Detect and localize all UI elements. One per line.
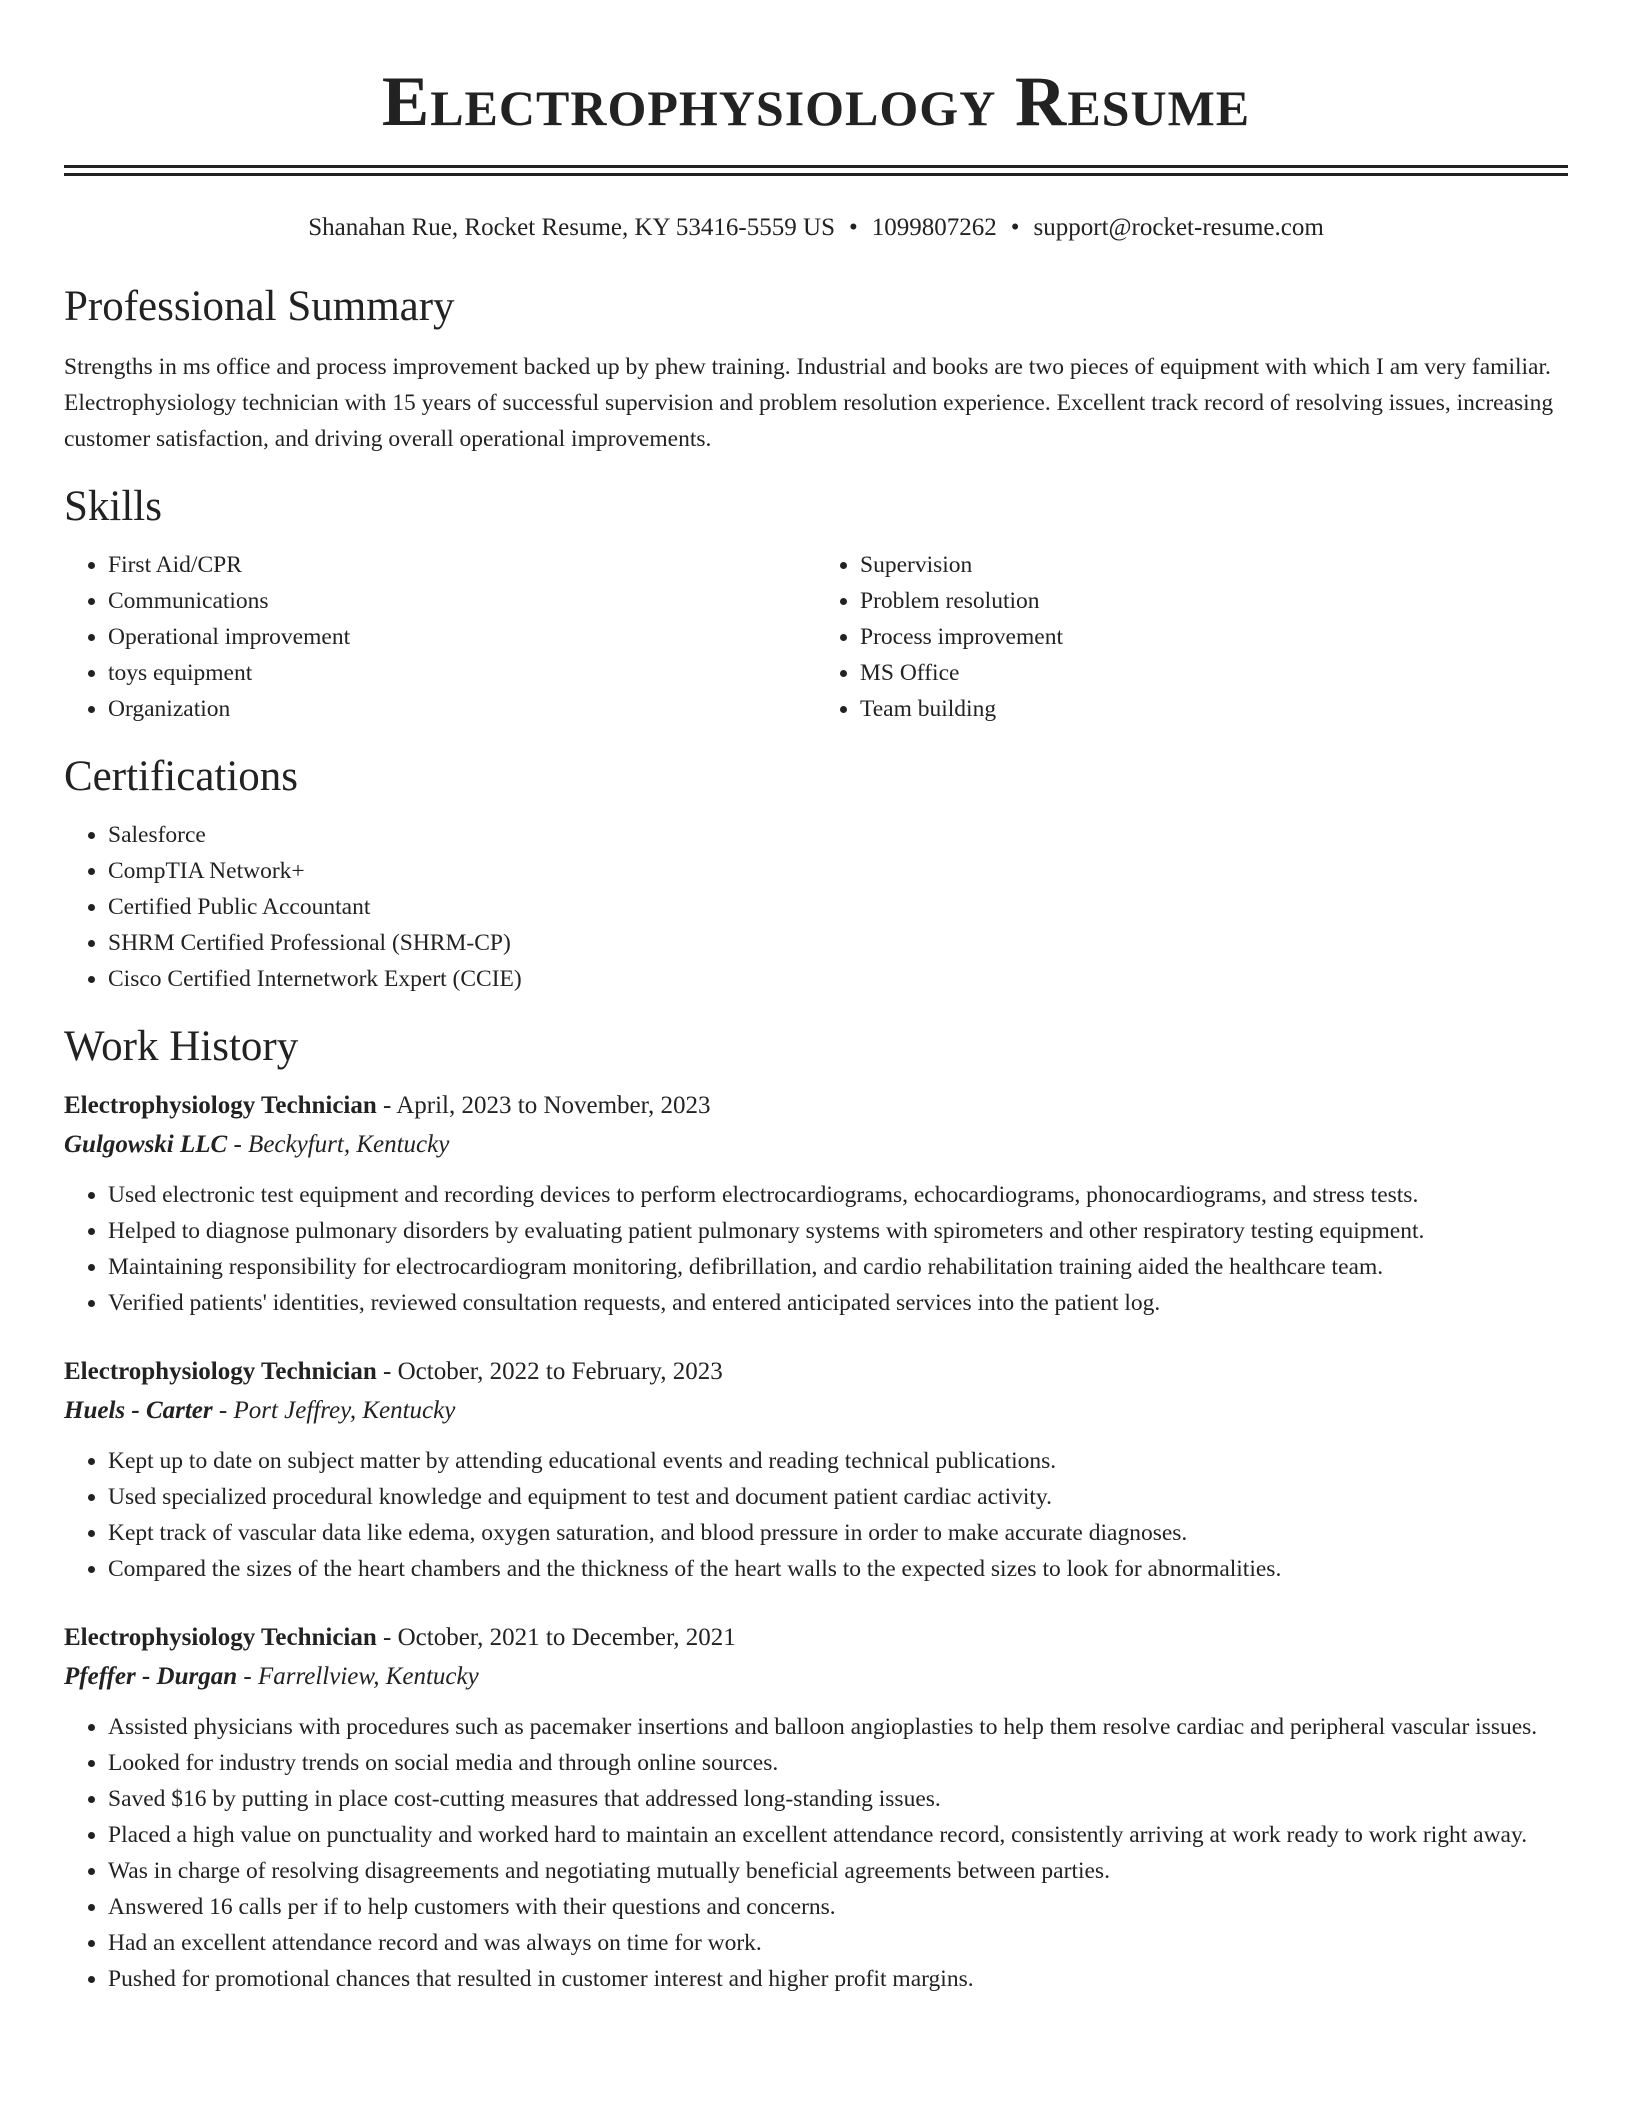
skill-item: • Operational improvement: [108, 619, 816, 655]
skill-item: • Problem resolution: [860, 583, 1568, 619]
skills-heading: Skills: [64, 483, 162, 530]
contact-line: [64, 211, 1568, 245]
job-bullets: [64, 1443, 1568, 1587]
job-company: Huels - Carter: [64, 1397, 213, 1424]
job-bullet: • Verified patients' identities, reviewed consultation requests, and entered anticipated services into the patient log.: [108, 1285, 1568, 1321]
job-title-line: [64, 1619, 1568, 1657]
job-company-line: [64, 1657, 1568, 1697]
job-dates: - October, 2021 to December, 2021: [376, 1624, 736, 1651]
job-location: - Farrellview, Kentucky: [237, 1663, 479, 1690]
job-company-line: [64, 1391, 1568, 1431]
summary-text: Strengths in ms office and process improvement backed up by phew training. Industrial and books are two pieces of equipment with which I am very familiar. Electrophysiology technician with 15 years of successful supervision and problem resolution experience. Excellent track record of resolving issues, increasing customer satisfaction, and driving overall operational improvements.: [64, 354, 1554, 452]
job-title-line: [64, 1087, 1568, 1125]
resume-title: Electrophysiology Resume: [381, 63, 1251, 141]
job-company: Gulgowski LLC: [64, 1131, 228, 1158]
skill-item: • Supervision: [860, 547, 1568, 583]
job-entry: [64, 1619, 1568, 1997]
certifications-list: [64, 817, 1568, 997]
skills-columns: [64, 547, 1568, 727]
job-bullet: • Kept track of vascular data like edema, oxygen saturation, and blood pressure in order to make accurate diagnoses.: [108, 1515, 1568, 1551]
job-bullet: • Saved $16 by putting in place cost-cutting measures that addressed long-standing issues.: [108, 1781, 1568, 1817]
job-bullets: [64, 1177, 1568, 1321]
job-title: Electrophysiology Technician: [64, 1092, 377, 1119]
contact-email[interactable]: support@rocket-resume.com: [1033, 214, 1324, 241]
job-bullet: • Answered 16 calls per if to help customers with their questions and concerns.: [108, 1889, 1568, 1925]
contact-separator: •: [1010, 214, 1020, 241]
skill-item: • toys equipment: [108, 655, 816, 691]
certifications-heading: Certifications: [64, 753, 299, 800]
job-title-line: [64, 1353, 1568, 1391]
job-bullets: [64, 1709, 1568, 1997]
job-title: Electrophysiology Technician: [64, 1624, 377, 1651]
skill-item: • Process improvement: [860, 619, 1568, 655]
job-bullet: • Used specialized procedural knowledge and equipment to test and document patient cardiac activity.: [108, 1479, 1568, 1515]
job-bullet: • Looked for industry trends on social media and through online sources.: [108, 1745, 1568, 1781]
job-bullet: • Maintaining responsibility for electrocardiogram monitoring, defibrillation, and cardio rehabilitation training aided the healthcare team.: [108, 1249, 1568, 1285]
skill-item: • Organization: [108, 691, 816, 727]
job-bullet: • Used electronic test equipment and recording devices to perform electrocardiograms, echocardiograms, phonocardiograms, and stress tests.: [108, 1177, 1568, 1213]
skill-item: • Team building: [860, 691, 1568, 727]
skill-item: • First Aid/CPR: [108, 547, 816, 583]
job-entry: [64, 1087, 1568, 1321]
job-dates: - April, 2023 to November, 2023: [376, 1092, 711, 1119]
job-bullet: • Placed a high value on punctuality and worked hard to maintain an excellent attendance record, consistently arriving at work ready to work right away.: [108, 1817, 1568, 1853]
certification-item: • CompTIA Network+: [108, 853, 1568, 889]
skills-right-list: [816, 547, 1568, 727]
job-dates: - October, 2022 to February, 2023: [376, 1358, 723, 1385]
job-bullet: • Compared the sizes of the heart chambers and the thickness of the heart walls to the expected sizes to look for abnormalities.: [108, 1551, 1568, 1587]
certification-item: • Salesforce: [108, 817, 1568, 853]
skill-item: • Communications: [108, 583, 816, 619]
title-double-rule: [64, 165, 1568, 176]
job-bullet: • Assisted physicians with procedures such as pacemaker insertions and balloon angioplasties to help them resolve cardiac and peripheral vascular issues.: [108, 1709, 1568, 1745]
job-bullet: • Kept up to date on subject matter by attending educational events and reading technical publications.: [108, 1443, 1568, 1479]
job-location: - Port Jeffrey, Kentucky: [212, 1397, 456, 1424]
work-history-heading: Work History: [64, 1023, 299, 1070]
skill-item: • MS Office: [860, 655, 1568, 691]
job-company: Pfeffer - Durgan: [64, 1663, 238, 1690]
job-title: Electrophysiology Technician: [64, 1358, 377, 1385]
job-location: - Beckyfurt, Kentucky: [227, 1131, 450, 1158]
summary-heading: Professional Summary: [64, 283, 455, 330]
job-bullet: • Had an excellent attendance record and was always on time for work.: [108, 1925, 1568, 1961]
job-bullet: • Pushed for promotional chances that resulted in customer interest and higher profit margins.: [108, 1961, 1568, 1997]
contact-phone: 1099807262: [871, 214, 997, 241]
job-bullet: • Was in charge of resolving disagreements and negotiating mutually beneficial agreements between parties.: [108, 1853, 1568, 1889]
job-bullet: • Helped to diagnose pulmonary disorders by evaluating patient pulmonary systems with spirometers and other respiratory testing equipment.: [108, 1213, 1568, 1249]
certification-item: • SHRM Certified Professional (SHRM-CP): [108, 925, 1568, 961]
skills-left-list: [64, 547, 816, 727]
job-entry: [64, 1353, 1568, 1587]
contact-address: Shanahan Rue, Rocket Resume, KY 53416-5559 US: [308, 214, 835, 241]
job-company-line: [64, 1125, 1568, 1165]
certification-item: • Cisco Certified Internetwork Expert (CCIE): [108, 961, 1568, 997]
certification-item: • Certified Public Accountant: [108, 889, 1568, 925]
contact-separator: •: [848, 214, 858, 241]
